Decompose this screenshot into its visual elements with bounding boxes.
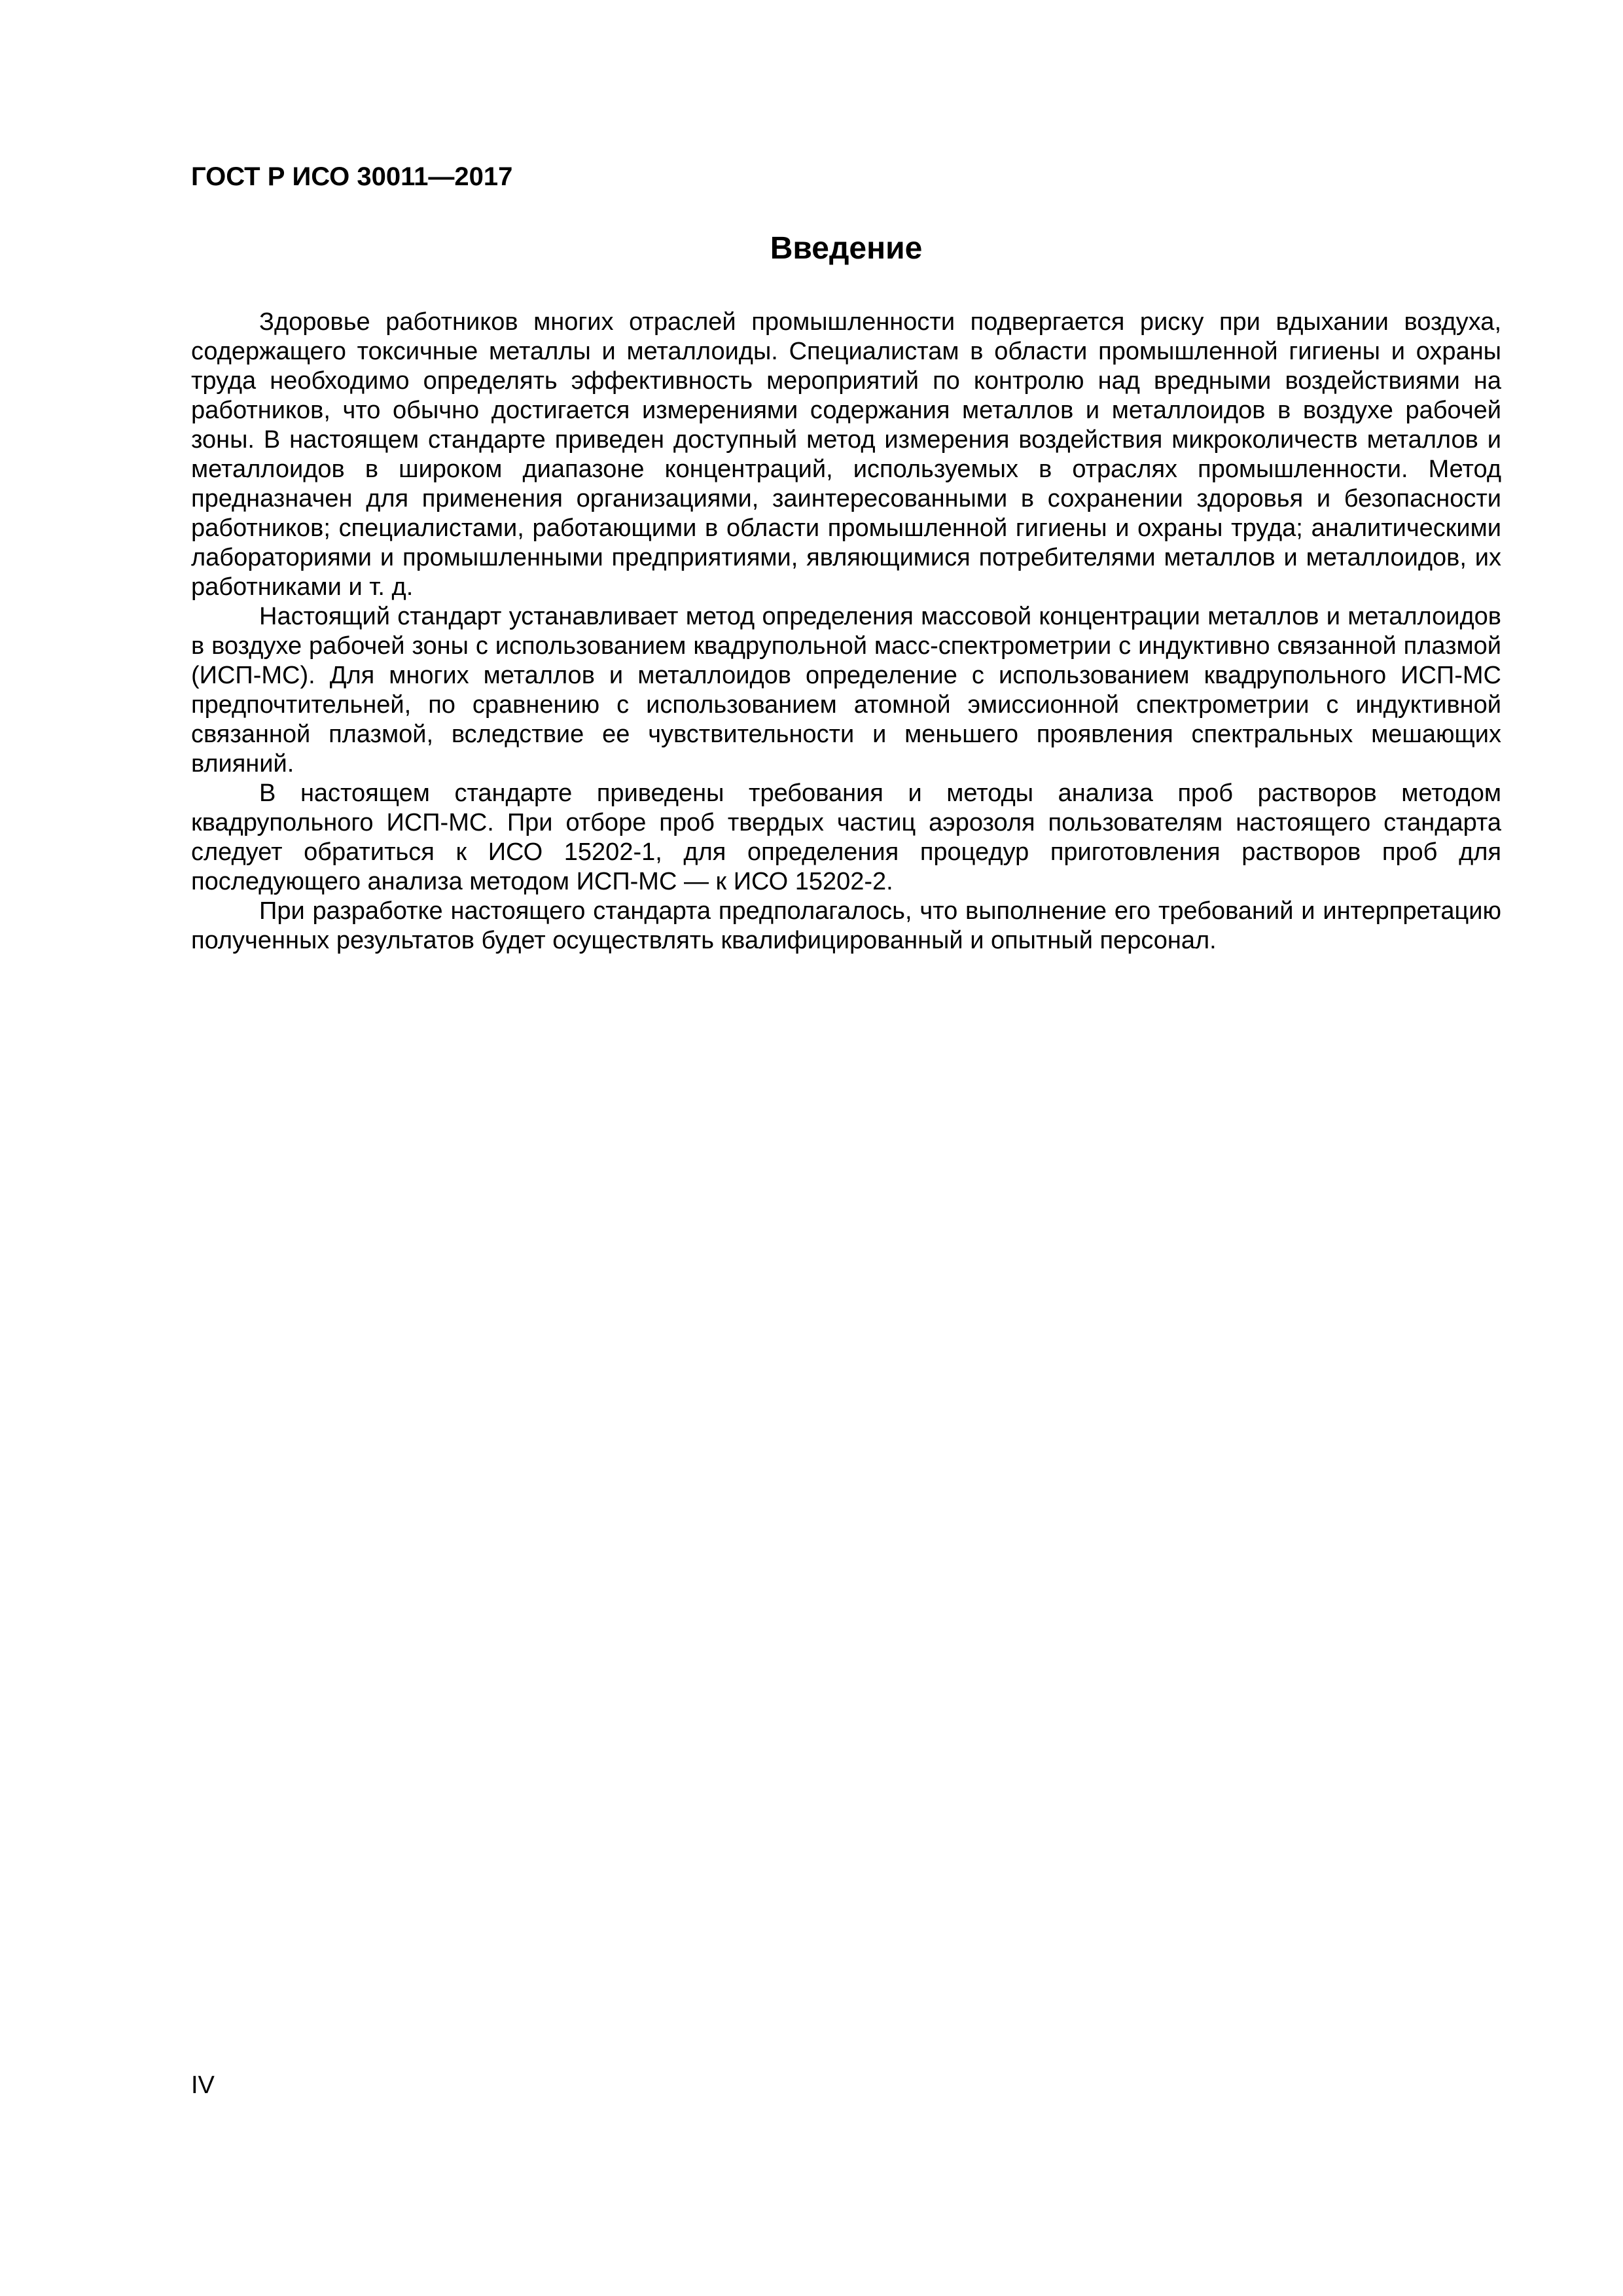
paragraph-3: В настоящем стандарте приведены требования и методы анализа проб растворов методом квадрупольного ИСП-МС. При отборе проб твердых частиц аэрозоля пользователям настоящего стандарта следует обратиться к ИСО 15202-1, для определения процедур приготовления растворов проб для последующего анализа методом ИСП-МС — к ИСО 15202-2. — [191, 780, 1501, 895]
document-code-header: ГОСТ Р ИСО 30011—2017 — [191, 162, 513, 191]
paragraph-4: При разработке настоящего стандарта предполагалось, что выполнение его требований и интерпретацию полученных результатов будет осуществлять квалифицированный и опытный персонал. — [191, 897, 1501, 954]
introduction-body — [191, 308, 1501, 956]
paragraph-1: Здоровье работников многих отраслей промышленности подвергается риску при вдыхании воздуха, содержащего токсичные металлы и металлоиды. Специалистам в области промышленной гигиены и охраны труда необходимо определять эффективность мероприятий по контролю над вредными воздействиями на работников, что обычно достигается измерениями содержания металлов и металлоидов в воздухе рабочей зоны. В настоящем стандарте приведен доступный метод измерения воздействия микроколичеств металлов и металлоидов в широком диапазоне концентраций, используемых в отраслях промышленности. Метод предназначен для применения организациями, заинтересованными в сохранении здоровья и безопасности работников; специалистами, работающими в области промышленной гигиены и охраны труда; аналитическими лабораториями и промышленными предприятиями, являющимися потребителями металлов и металлоидов, их работниками и т. д. — [191, 308, 1501, 601]
page-number: IV — [191, 2072, 215, 2099]
paragraph-2: Настоящий стандарт устанавливает метод определения массовой концентрации металлов и металлоидов в воздухе рабочей зоны с использованием квадрупольной масс-спектрометрии с индуктивно связанной плазмой (ИСП-МС). Для многих металлов и металлоидов определение с использованием квадрупольного ИСП-МС предпочтительней, по сравнению с использованием атомной эмиссионной спектрометрии с индуктивной связанной плазмой, вследствие ее чувствительности и меньшего проявления спектральных мешающих влияний. — [191, 603, 1501, 778]
section-title: Введение — [770, 231, 923, 266]
